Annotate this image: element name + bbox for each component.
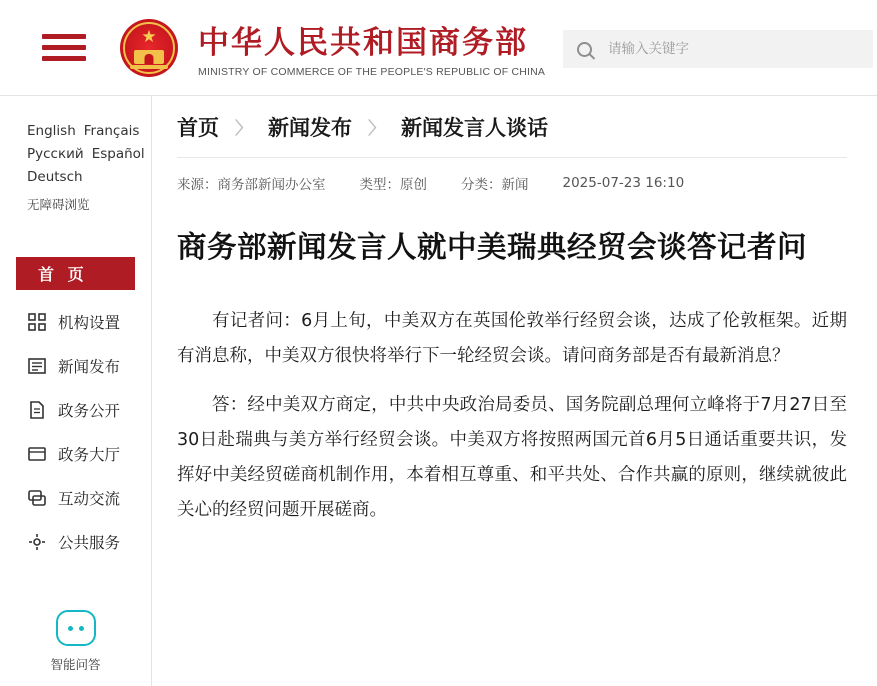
search-input[interactable] <box>608 41 848 57</box>
meta-source: 来源：商务部新闻办公室 <box>177 177 326 193</box>
sidebar-item-home[interactable] <box>16 257 135 290</box>
accessible-browse-link[interactable]: 无障碍浏览 <box>27 197 90 212</box>
menu-bar-2 <box>42 45 86 50</box>
hall-icon <box>27 445 46 464</box>
article-paragraph: 有记者问：6月上旬，中美双方在英国伦敦举行经贸会谈，达成了伦敦框架。近期有消息称，中美双方很快将举行下一轮经贸会谈。请问商务部是否有最新消息？ <box>177 311 847 366</box>
article-paragraph: 答：经中美双方商定，中共中央政治局委员、国务院副总理何立峰将于7月27日至30日赴瑞典与美方举行经贸会谈。中美双方将按照两国元首6月5日通话重要共识，发挥好中美经贸磋商机制作用，本着相互尊重、和平共处、合作共赢的原则，继续就彼此关心的经贸问题开展磋商。 <box>177 395 847 520</box>
lang-english[interactable]: English <box>27 123 76 139</box>
breadcrumb-item-home[interactable]: 首页 <box>177 115 219 140</box>
emblem-base <box>130 65 168 69</box>
smart-assistant-label: 智能问答 <box>50 657 101 672</box>
chevron-right-icon: 〉 <box>368 119 385 139</box>
menu-bar-3 <box>42 56 86 61</box>
sidebar-item-service-hall[interactable] <box>0 432 151 476</box>
smart-assistant[interactable] <box>0 610 151 673</box>
lang-russian[interactable]: Русский <box>27 146 84 162</box>
sidebar-item-organization[interactable] <box>0 300 151 344</box>
breadcrumb-item-spokesperson[interactable]: 新闻发言人谈话 <box>401 115 548 140</box>
site-title-cn: 中华人民共和国商务部 <box>198 25 528 61</box>
language-links <box>0 120 151 189</box>
sidebar-item-government-affairs[interactable] <box>0 388 151 432</box>
sidebar-item-label: 政务大厅 <box>58 446 121 464</box>
search-box[interactable] <box>563 30 873 68</box>
sidebar-item-label: 机构设置 <box>58 314 121 332</box>
robot-icon[interactable] <box>56 610 96 646</box>
site-title-block <box>198 17 545 78</box>
search-icon[interactable] <box>577 42 592 57</box>
site-title-en: MINISTRY OF COMMERCE OF THE PEOPLE'S REPUBLIC OF CHINA <box>198 66 546 78</box>
sidebar <box>0 96 152 686</box>
main-content <box>152 96 877 686</box>
robot-eye-right <box>79 626 84 631</box>
chevron-right-icon: 〉 <box>235 119 252 139</box>
sidebar-nav <box>0 257 151 564</box>
meta-datetime: 2025-07-23 16:10 <box>562 175 685 191</box>
hamburger-menu-icon[interactable] <box>42 34 86 61</box>
article-body <box>177 304 847 528</box>
meta-category: 分类：新闻 <box>461 177 529 193</box>
site-header <box>0 0 877 96</box>
robot-eye-left <box>68 626 73 631</box>
lang-francais[interactable]: Français <box>83 123 140 139</box>
emblem-gate <box>134 50 164 64</box>
page-title: 商务部新闻发言人就中美瑞典经贸会谈答记者问 <box>177 230 808 264</box>
emblem-star: ★ <box>141 26 157 46</box>
breadcrumb <box>177 96 847 158</box>
sidebar-item-news[interactable] <box>0 344 151 388</box>
service-icon <box>27 533 46 552</box>
meta-type: 类型：原创 <box>359 177 427 193</box>
breadcrumb-item-news[interactable]: 新闻发布 <box>268 115 352 140</box>
sidebar-item-interaction[interactable] <box>0 476 151 520</box>
sidebar-item-public-service[interactable] <box>0 520 151 564</box>
sidebar-item-label: 政务公开 <box>58 402 121 420</box>
document-icon <box>27 401 46 420</box>
page-body <box>0 96 877 686</box>
news-icon <box>27 357 46 376</box>
menu-bar-1 <box>42 34 86 39</box>
sidebar-item-label: 公共服务 <box>58 534 121 552</box>
national-emblem-icon <box>120 19 178 77</box>
sidebar-item-label: 互动交流 <box>58 490 121 508</box>
sidebar-item-label: 首 页 <box>38 265 88 284</box>
lang-deutsch[interactable]: Deutsch <box>27 169 83 185</box>
sidebar-item-label: 新闻发布 <box>58 358 121 376</box>
chat-icon <box>27 489 46 508</box>
lang-espanol[interactable]: Español <box>91 146 145 162</box>
grid-icon <box>27 313 46 332</box>
article-meta <box>177 158 847 208</box>
